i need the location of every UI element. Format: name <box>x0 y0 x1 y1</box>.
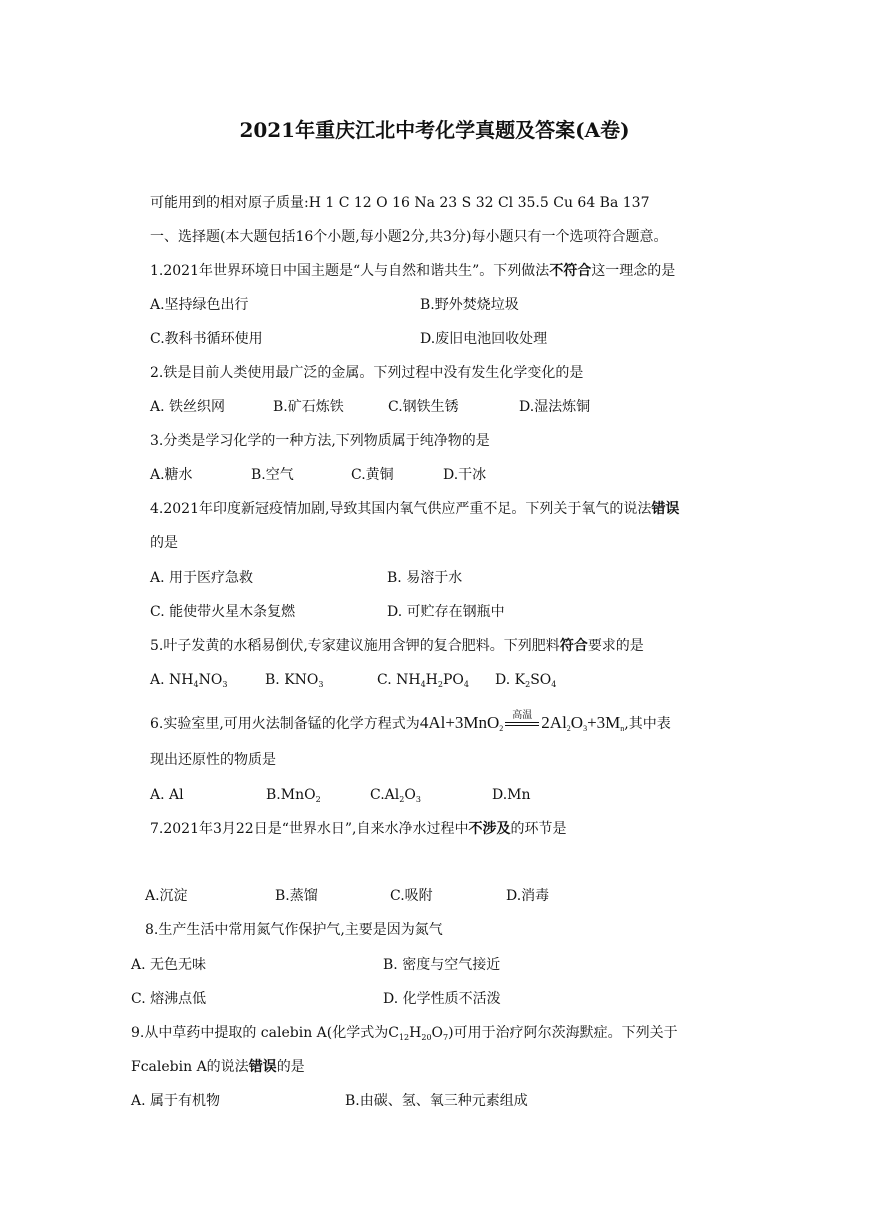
q6-stem-continued: 现出还原性的物质是 <box>150 752 276 768</box>
q2-option-a: A. 铁丝织网 <box>150 399 226 415</box>
q5-option-b: B. $KNO_3$ <box>265 672 324 689</box>
q7-option-a: A.沉淀 <box>145 888 188 904</box>
q4-emphasis: 错误 <box>651 501 680 517</box>
q2-option-d: D.湿法炼铜 <box>519 399 591 415</box>
q2-option-b: B.矿石炼铁 <box>273 399 344 415</box>
q7-option-c: C.吸附 <box>390 888 433 904</box>
q4-stem-continued: 的是 <box>150 535 178 551</box>
question-6-stem <box>150 712 671 734</box>
q3-option-d: D.干冰 <box>443 467 487 483</box>
q5-post: 要求的是 <box>587 638 644 654</box>
question-3-stem: 3.分类是学习化学的一种方法,下列物质属于纯净物的是 <box>150 433 490 449</box>
page-title: 2021年重庆江北中考化学真题及答案(A卷) <box>239 118 630 142</box>
q8-option-d: D. 化学性质不活泼 <box>383 991 501 1007</box>
chemical-equation: 4Al+3MnO$_2$ 高温 $2Al_2O_3+3M_n$ <box>419 710 625 733</box>
section-heading: 一、选择题(本大题包括16个小题,每小题2分,共3分)每小题只有一个选项符合题意。 <box>150 229 668 245</box>
q2-option-c: C.钢铁生锈 <box>388 399 459 415</box>
q7-emphasis: 不涉及 <box>468 821 511 837</box>
q1-option-c: C.教科书循环使用 <box>150 331 263 347</box>
q7-option-b: B.蒸馏 <box>275 888 318 904</box>
q1-post: 这一理念的是 <box>591 263 676 279</box>
q7-option-d: D.消毒 <box>506 888 550 904</box>
q3-option-b: B.空气 <box>251 467 294 483</box>
q8-option-b: B. 密度与空气接近 <box>383 957 501 973</box>
q6-option-b: B.MnO$_2$ <box>266 787 321 804</box>
q6-pre: 6.实验室里,可用火法制备锰的化学方程式为 <box>150 716 420 732</box>
q5-option-a: A. $NH_4NO_3$ <box>150 672 228 689</box>
q6-post: ,其中表 <box>624 716 671 732</box>
question-7-stem <box>150 819 566 839</box>
q9-stem-continued: Fcalebin A的说法错误的是 <box>131 1059 305 1075</box>
q6-option-a: A. Al <box>150 787 184 803</box>
q1-emphasis: 不符合 <box>549 263 592 279</box>
reaction-condition: 高温 <box>505 712 539 730</box>
q8-option-a: A. 无色无味 <box>131 957 207 973</box>
q9-option-b: B.由碳、氢、氧三种元素组成 <box>345 1093 528 1109</box>
q5-option-d: D. $K_2SO_4$ <box>495 672 557 689</box>
q9-option-a: A. 属于有机物 <box>131 1093 221 1109</box>
q4-option-b: B. 易溶于水 <box>387 570 463 586</box>
q1-pre: 1.2021年世界环境日中国主题是“人与自然和谐共生”。下列做法 <box>150 263 550 279</box>
question-5-stem <box>150 636 644 656</box>
q1-option-d: D.废旧电池回收处理 <box>420 331 548 347</box>
question-8-stem: 8.生产生活中常用氮气作保护气,主要是因为氮气 <box>145 922 443 938</box>
atomic-masses: 可能用到的相对原子质量:H 1 C 12 O 16 Na 23 S 32 Cl 35.5 Cu 64 Ba 137 <box>150 195 650 211</box>
question-2-stem: 2.铁是目前人类使用最广泛的金属。下列过程中没有发生化学变化的是 <box>150 365 584 381</box>
q6-option-c: $C.Al_2O_3$ <box>370 787 421 804</box>
q3-option-c: C.黄铜 <box>351 467 394 483</box>
q4-option-c: C. 能使带火星木条复燃 <box>150 604 296 620</box>
q7-pre: 7.2021年3月22日是“世界水日”,自来水净水过程中 <box>150 821 469 837</box>
q5-option-c: C. $NH_4H_2PO_4$ <box>377 672 469 689</box>
q1-option-a: A.坚持绿色出行 <box>150 297 249 313</box>
question-9-stem: 9.从中草药中提取的 calebin A(化学式为$C_{12}H_{20}O_7$)可用于治疗阿尔茨海默症。下列关于 <box>131 1025 678 1042</box>
q4-pre: 4.2021年印度新冠疫情加剧,导致其国内氧气供应严重不足。下列关于氧气的说法 <box>150 501 652 517</box>
q9-emphasis: 错误 <box>248 1059 277 1075</box>
q4-option-a: A. 用于医疗急救 <box>150 570 254 586</box>
q4-option-d: D. 可贮存在钢瓶中 <box>387 604 505 620</box>
q8-option-c: C. 熔沸点低 <box>131 991 207 1007</box>
q7-post: 的环节是 <box>510 821 567 837</box>
q5-emphasis: 符合 <box>559 638 588 654</box>
q6-option-d: D.Mn <box>492 787 531 803</box>
q3-option-a: A.糖水 <box>150 467 193 483</box>
question-4-stem <box>150 499 679 519</box>
question-1-stem <box>150 261 675 281</box>
q5-pre: 5.叶子发黄的水稻易倒伏,专家建议施用含钾的复合肥料。下列肥料 <box>150 638 560 654</box>
q1-option-b: B.野外焚烧垃圾 <box>420 297 519 313</box>
